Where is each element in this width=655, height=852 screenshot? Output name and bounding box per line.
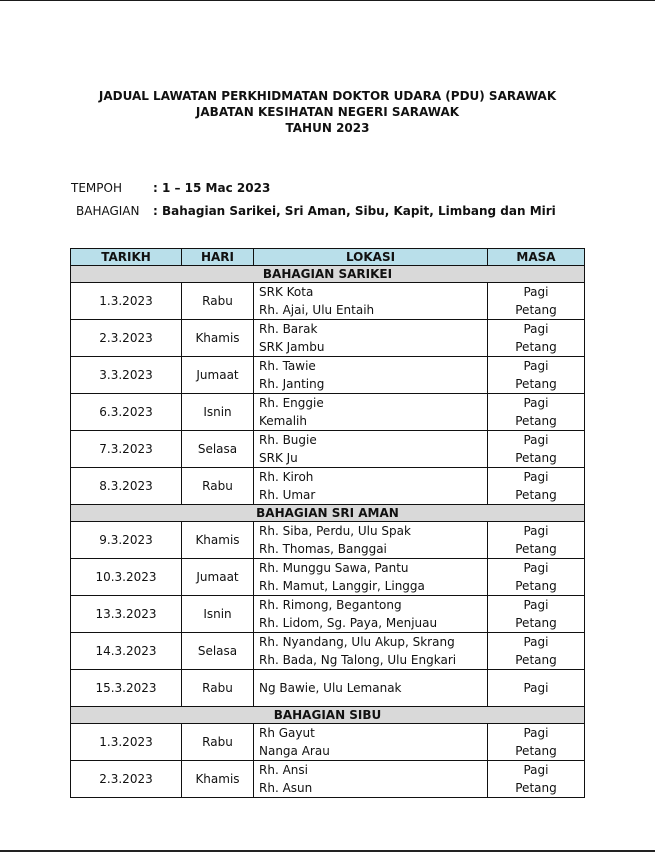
- table-row: [71, 596, 585, 633]
- table-row: [71, 431, 585, 468]
- cell-masa: [488, 357, 585, 394]
- table-row: [71, 670, 585, 707]
- table-header-row: [71, 249, 585, 266]
- cell-masa: [488, 522, 585, 559]
- lokasi-line: Rh. Ajai, Ulu Entaih: [259, 303, 375, 317]
- table-row: [71, 357, 585, 394]
- section-title: BAHAGIAN SARIKEI: [71, 266, 585, 283]
- cell-tarikh: 1.3.2023: [71, 724, 182, 761]
- masa-line: Pagi: [523, 561, 549, 575]
- cell-masa: [488, 283, 585, 320]
- masa-line: Petang: [515, 781, 557, 795]
- document-title: [0, 88, 655, 136]
- cell-hari: Rabu: [182, 724, 254, 761]
- lokasi-line: Rh. Mamut, Langgir, Lingga: [259, 579, 425, 593]
- column-header-tarikh: TARIKH: [71, 249, 182, 266]
- cell-lokasi: [254, 522, 488, 559]
- cell-lokasi: [254, 283, 488, 320]
- lokasi-line: Ng Bawie, Ulu Lemanak: [259, 681, 402, 695]
- cell-masa: [488, 468, 585, 505]
- lokasi-line: Kemalih: [259, 414, 307, 428]
- masa-line: Petang: [515, 744, 557, 758]
- masa-line: Petang: [515, 303, 557, 317]
- lokasi-line: Rh Gayut: [259, 726, 315, 740]
- tempoh-field: [71, 180, 270, 196]
- masa-line: Pagi: [523, 524, 549, 538]
- cell-tarikh: 10.3.2023: [71, 559, 182, 596]
- cell-tarikh: 2.3.2023: [71, 320, 182, 357]
- lokasi-line: Rh. Janting: [259, 377, 325, 391]
- cell-lokasi: [254, 559, 488, 596]
- cell-lokasi: [254, 431, 488, 468]
- cell-hari: Khamis: [182, 522, 254, 559]
- masa-line: Pagi: [523, 396, 549, 410]
- cell-tarikh: 14.3.2023: [71, 633, 182, 670]
- cell-lokasi: [254, 670, 488, 707]
- section-header-row: [71, 505, 585, 522]
- lokasi-line: SRK Jambu: [259, 340, 325, 354]
- lokasi-line: Rh. Bugie: [259, 433, 317, 447]
- cell-tarikh: 1.3.2023: [71, 283, 182, 320]
- cell-lokasi: [254, 596, 488, 633]
- bahagian-value: : Bahagian Sarikei, Sri Aman, Sibu, Kapit, Limbang dan Miri: [153, 204, 556, 218]
- cell-masa: [488, 724, 585, 761]
- section-title: BAHAGIAN SIBU: [71, 707, 585, 724]
- cell-hari: Khamis: [182, 320, 254, 357]
- cell-tarikh: 3.3.2023: [71, 357, 182, 394]
- title-line-1: JADUAL LAWATAN PERKHIDMATAN DOKTOR UDARA (PDU) SARAWAK: [98, 89, 557, 103]
- masa-line: Pagi: [523, 470, 549, 484]
- cell-lokasi: [254, 761, 488, 798]
- cell-hari: Isnin: [182, 394, 254, 431]
- lokasi-line: Rh. Munggu Sawa, Pantu: [259, 561, 409, 575]
- lokasi-line: Rh. Enggie: [259, 396, 324, 410]
- masa-line: Petang: [515, 542, 557, 556]
- cell-hari: Selasa: [182, 431, 254, 468]
- column-header-masa: MASA: [488, 249, 585, 266]
- cell-masa: [488, 633, 585, 670]
- masa-line: Pagi: [523, 285, 549, 299]
- masa-line: Pagi: [523, 635, 549, 649]
- table-row: [71, 283, 585, 320]
- cell-lokasi: [254, 633, 488, 670]
- cell-masa: [488, 320, 585, 357]
- cell-lokasi: [254, 724, 488, 761]
- masa-line: Petang: [515, 488, 557, 502]
- top-page-border: [0, 0, 655, 1]
- cell-tarikh: 13.3.2023: [71, 596, 182, 633]
- masa-line: Pagi: [523, 763, 549, 777]
- cell-hari: Jumaat: [182, 559, 254, 596]
- cell-lokasi: [254, 320, 488, 357]
- section-header-row: [71, 266, 585, 283]
- masa-line: Petang: [515, 340, 557, 354]
- cell-hari: Rabu: [182, 670, 254, 707]
- lokasi-line: Rh. Asun: [259, 781, 313, 795]
- lokasi-line: SRK Kota: [259, 285, 314, 299]
- column-header-hari: HARI: [182, 249, 254, 266]
- title-line-3: TAHUN 2023: [285, 121, 370, 135]
- lokasi-line: Rh. Ansi: [259, 763, 308, 777]
- lokasi-line: Rh. Thomas, Banggai: [259, 542, 387, 556]
- masa-line: Petang: [515, 616, 557, 630]
- table-row: [71, 468, 585, 505]
- tempoh-value: : 1 – 15 Mac 2023: [153, 181, 271, 195]
- cell-hari: Selasa: [182, 633, 254, 670]
- masa-line: Pagi: [523, 433, 549, 447]
- schedule-table: [70, 248, 585, 798]
- cell-tarikh: 8.3.2023: [71, 468, 182, 505]
- table-row: [71, 724, 585, 761]
- table-row: [71, 522, 585, 559]
- masa-line: Pagi: [523, 322, 549, 336]
- cell-tarikh: 2.3.2023: [71, 761, 182, 798]
- masa-line: Petang: [515, 451, 557, 465]
- cell-tarikh: 15.3.2023: [71, 670, 182, 707]
- cell-hari: Jumaat: [182, 357, 254, 394]
- lokasi-line: Rh. Nyandang, Ulu Akup, Skrang: [259, 635, 455, 649]
- table-row: [71, 394, 585, 431]
- masa-line: Petang: [515, 377, 557, 391]
- lokasi-line: Rh. Barak: [259, 322, 318, 336]
- column-header-lokasi: LOKASI: [254, 249, 488, 266]
- tempoh-label: TEMPOH: [71, 181, 122, 195]
- table-row: [71, 559, 585, 596]
- lokasi-line: Rh. Tawie: [259, 359, 316, 373]
- lokasi-line: Nanga Arau: [259, 744, 330, 758]
- bahagian-field: [76, 203, 556, 219]
- lokasi-line: Rh. Umar: [259, 488, 316, 502]
- cell-masa: [488, 761, 585, 798]
- lokasi-line: Rh. Lidom, Sg. Paya, Menjuau: [259, 616, 438, 630]
- cell-masa: [488, 559, 585, 596]
- cell-hari: Rabu: [182, 283, 254, 320]
- lokasi-line: Rh. Bada, Ng Talong, Ulu Engkari: [259, 653, 457, 667]
- cell-masa: [488, 431, 585, 468]
- masa-line: Pagi: [523, 598, 549, 612]
- cell-hari: Rabu: [182, 468, 254, 505]
- masa-line: Petang: [515, 579, 557, 593]
- lokasi-line: Rh. Kiroh: [259, 470, 314, 484]
- table-row: [71, 633, 585, 670]
- masa-line: Pagi: [523, 726, 549, 740]
- section-title: BAHAGIAN SRI AMAN: [71, 505, 585, 522]
- title-line-2: JABATAN KESIHATAN NEGERI SARAWAK: [195, 105, 460, 119]
- cell-tarikh: 9.3.2023: [71, 522, 182, 559]
- cell-hari: Isnin: [182, 596, 254, 633]
- masa-line: Petang: [515, 414, 557, 428]
- table-row: [71, 761, 585, 798]
- cell-hari: Khamis: [182, 761, 254, 798]
- cell-lokasi: [254, 468, 488, 505]
- masa-line: Pagi: [523, 681, 549, 695]
- lokasi-line: Rh. Siba, Perdu, Ulu Spak: [259, 524, 411, 538]
- cell-tarikh: 7.3.2023: [71, 431, 182, 468]
- lokasi-line: SRK Ju: [259, 451, 298, 465]
- cell-masa: [488, 394, 585, 431]
- cell-masa: [488, 596, 585, 633]
- cell-lokasi: [254, 357, 488, 394]
- cell-tarikh: 6.3.2023: [71, 394, 182, 431]
- lokasi-line: Rh. Rimong, Begantong: [259, 598, 402, 612]
- masa-line: Petang: [515, 653, 557, 667]
- masa-line: Pagi: [523, 359, 549, 373]
- table-row: [71, 320, 585, 357]
- section-header-row: [71, 707, 585, 724]
- cell-masa: [488, 670, 585, 707]
- bahagian-label: BAHAGIAN: [76, 204, 140, 218]
- cell-lokasi: [254, 394, 488, 431]
